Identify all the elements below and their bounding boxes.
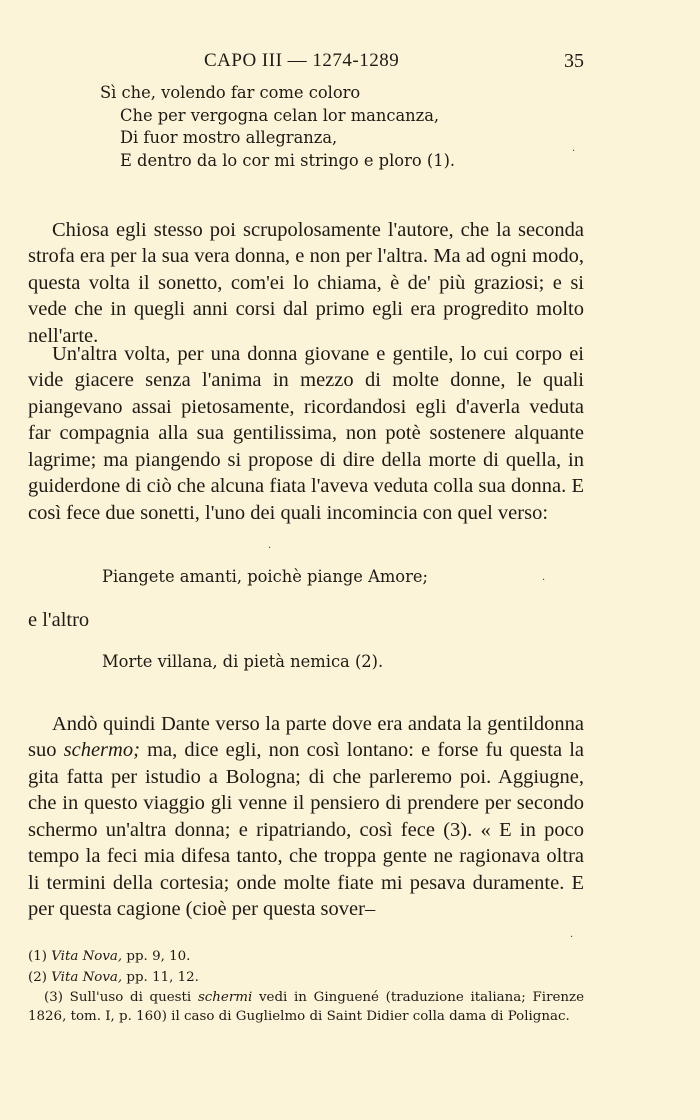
poem-stanza <box>100 82 570 172</box>
footnote-italic-term: schermi <box>197 990 253 1005</box>
footnote-1 <box>28 946 584 967</box>
paragraph-2 <box>28 320 584 547</box>
poem-line: Sì che, volendo far come coloro <box>100 83 361 102</box>
paragraph-text-start: Andò quindi Dante verso la parte dove era andata la gentildonna suo <box>28 712 584 761</box>
page-header <box>28 50 584 74</box>
paragraph-text: Un'altra volta, per una donna giovane e gentile, lo cui corpo ei vide giacere senza l'anima in mezzo di molte donne, le quali piangevano assai pietosamente, ricordandosi egli d'averla veduta far compagnia alla sua gentilissima, non potè sostenere alquante lagrime; ma piangendo si propose di dire della morte di quella, in guiderdone di ciò che alcuna fiata l'aveva veduta colla sua donna. E così fece due sonetti, l'uno dei quali incomincia con quel verso: <box>28 342 584 524</box>
footnote-title: Vita Nova, <box>51 949 123 964</box>
running-head: CAPO III — 1274-1289 <box>204 50 400 71</box>
footnote-2 <box>28 967 584 988</box>
poem-line: Che per vergogna celan lor mancanza, <box>120 105 440 125</box>
poem-line: Di fuor mostro allegranza, <box>120 128 338 147</box>
footnotes <box>28 946 584 1026</box>
footnote-text-start: (3) Sull'uso di questi <box>44 990 198 1005</box>
footnote-number: (1) <box>28 949 52 964</box>
footnote-3 <box>28 988 584 1026</box>
print-speck: · <box>542 575 546 586</box>
footnote-title: Vita Nova, <box>51 970 123 985</box>
footnote-text-rest: vedi in Ginguené (traduzione italiana; Firenze 1826, tom. I, p. 160) il caso di Guglielmo di Saint Didier colla dama di Polignac. <box>28 990 585 1024</box>
paragraph-3 <box>28 690 584 943</box>
verse-quote-1: Piangete amanti, poichè piange Amore; <box>102 567 429 586</box>
print-speck: · <box>570 932 574 943</box>
print-speck: · <box>268 543 272 554</box>
connector-text: e l'altro <box>28 609 90 631</box>
footnote-ref: pp. 9, 10. <box>122 949 191 964</box>
footnote-number: (2) <box>28 970 52 985</box>
paragraph-text <box>28 711 584 923</box>
print-speck: · <box>572 146 576 157</box>
verse-quote-2: Morte villana, di pietà nemica (2). <box>102 652 384 671</box>
footnote-ref: pp. 11, 12. <box>122 970 199 985</box>
poem-line: E dentro da lo cor mi stringo e ploro (1). <box>120 150 456 170</box>
page-number: 35 <box>564 50 584 72</box>
italic-term: schermo; <box>63 739 140 761</box>
paragraph-text-rest: ma, dice egli, non così lontano: e forse fu questa la gita fatta per istudio a Bologna; di che parleremo poi. Aggiugne, che in questo viaggio gli venne il pensiero di prendere per secondo schermo un'altra donna; e ripatriando, così fece (3). « E in poco tempo la feci mia difesa tanto, che troppa gente ne ragionava oltra li termini della cortesia; onde molte fiate mi pesava duramente. E per questa cagione (cioè per questa sover– <box>28 739 584 920</box>
paragraph-text: Chiosa egli stesso poi scrupolosamente l'autore, che la seconda strofa era per la sua vera donna, e non per l'altra. Ma ad ogni modo, questa volta il sonetto, com'ei lo chiama, è de' più graziosi; e si vede che in quegli anni corsi dal primo egli era progredito molto nell'arte. <box>28 218 584 347</box>
